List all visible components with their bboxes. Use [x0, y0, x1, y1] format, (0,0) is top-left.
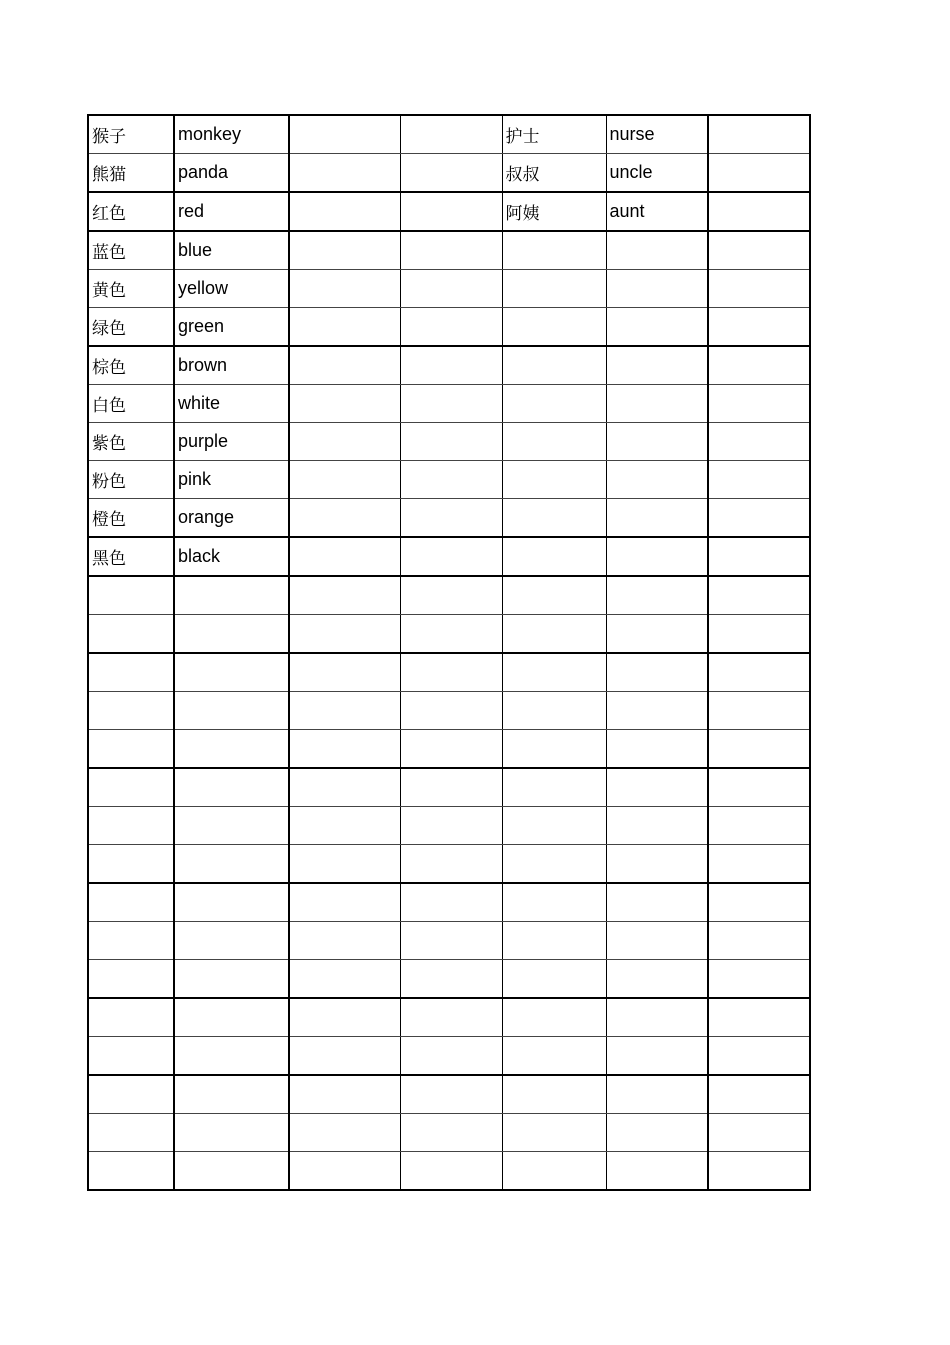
table-cell — [88, 883, 174, 922]
table-cell — [708, 960, 810, 999]
table-cell — [400, 499, 502, 538]
table-cell — [174, 998, 289, 1037]
table-cell — [88, 692, 174, 730]
table-cell: aunt — [606, 192, 708, 231]
table-cell: monkey — [174, 115, 289, 154]
table-cell — [289, 692, 400, 730]
table-cell: 棕色 — [88, 346, 174, 385]
table-row — [88, 537, 810, 576]
table-cell: 叔叔 — [502, 154, 606, 193]
table-cell: red — [174, 192, 289, 231]
table-row — [88, 192, 810, 231]
table-cell — [708, 461, 810, 499]
table-cell — [708, 154, 810, 193]
table-cell — [502, 998, 606, 1037]
table-cell — [289, 346, 400, 385]
table-row — [88, 998, 810, 1037]
table-cell — [400, 1037, 502, 1076]
table-row — [88, 308, 810, 347]
table-cell — [400, 998, 502, 1037]
table-row — [88, 845, 810, 884]
table-cell — [708, 1114, 810, 1152]
table-cell — [289, 385, 400, 423]
table-cell — [708, 922, 810, 960]
table-row — [88, 768, 810, 807]
table-cell — [400, 883, 502, 922]
table-cell — [174, 807, 289, 845]
table-cell — [502, 461, 606, 499]
table-cell — [289, 883, 400, 922]
table-cell — [174, 922, 289, 960]
table-cell — [708, 730, 810, 769]
table-cell — [606, 499, 708, 538]
table-cell: white — [174, 385, 289, 423]
table-cell: 护士 — [502, 115, 606, 154]
table-row — [88, 346, 810, 385]
table-cell: uncle — [606, 154, 708, 193]
table-cell — [400, 461, 502, 499]
table-cell — [708, 1037, 810, 1076]
table-cell — [708, 615, 810, 654]
table-cell: 猴子 — [88, 115, 174, 154]
table-cell: 阿姨 — [502, 192, 606, 231]
table-cell: 紫色 — [88, 423, 174, 461]
table-cell — [502, 499, 606, 538]
table-row — [88, 115, 810, 154]
table-cell — [289, 1075, 400, 1114]
table-row — [88, 461, 810, 499]
table-cell — [606, 1114, 708, 1152]
table-cell — [708, 692, 810, 730]
table-cell — [400, 692, 502, 730]
table-cell — [289, 461, 400, 499]
table-cell — [289, 768, 400, 807]
table-cell — [88, 1075, 174, 1114]
table-cell — [400, 154, 502, 193]
table-cell — [708, 231, 810, 270]
table-cell — [502, 1114, 606, 1152]
table-cell — [174, 845, 289, 884]
table-row — [88, 1152, 810, 1191]
table-cell — [289, 960, 400, 999]
table-cell — [400, 231, 502, 270]
table-cell — [289, 537, 400, 576]
table-cell — [502, 1152, 606, 1191]
table-cell — [400, 270, 502, 308]
table-cell: 粉色 — [88, 461, 174, 499]
table-cell: 红色 — [88, 192, 174, 231]
table-cell: 熊猫 — [88, 154, 174, 193]
table-cell — [400, 807, 502, 845]
table-cell: nurse — [606, 115, 708, 154]
table-cell — [174, 730, 289, 769]
table-cell — [400, 845, 502, 884]
table-cell — [289, 192, 400, 231]
table-cell — [400, 960, 502, 999]
table-cell — [88, 1152, 174, 1191]
table-cell — [606, 922, 708, 960]
table-cell — [174, 1075, 289, 1114]
table-cell: 橙色 — [88, 499, 174, 538]
table-cell — [502, 960, 606, 999]
table-cell — [606, 998, 708, 1037]
table-row — [88, 1114, 810, 1152]
table-cell: yellow — [174, 270, 289, 308]
table-cell — [289, 922, 400, 960]
table-cell: pink — [174, 461, 289, 499]
table-cell: blue — [174, 231, 289, 270]
table-row — [88, 231, 810, 270]
table-cell — [708, 346, 810, 385]
table-cell — [174, 1114, 289, 1152]
table-cell — [606, 845, 708, 884]
table-cell — [174, 615, 289, 654]
table-cell: orange — [174, 499, 289, 538]
table-cell — [289, 1037, 400, 1076]
table-cell — [88, 922, 174, 960]
table-cell — [88, 730, 174, 769]
table-cell: black — [174, 537, 289, 576]
table-cell — [88, 768, 174, 807]
table-cell — [606, 461, 708, 499]
table-cell — [502, 730, 606, 769]
table-cell — [708, 385, 810, 423]
table-cell — [289, 499, 400, 538]
table-cell — [708, 115, 810, 154]
table-cell — [606, 730, 708, 769]
table-row — [88, 1075, 810, 1114]
table-cell — [289, 730, 400, 769]
table-cell — [289, 423, 400, 461]
table-cell — [708, 1075, 810, 1114]
table-cell — [502, 768, 606, 807]
table-cell — [708, 423, 810, 461]
table-row — [88, 960, 810, 999]
table-cell — [289, 308, 400, 347]
table-cell — [606, 960, 708, 999]
table-cell — [606, 231, 708, 270]
table-cell — [400, 1114, 502, 1152]
table-cell — [606, 1037, 708, 1076]
table-cell — [88, 576, 174, 615]
table-cell — [400, 308, 502, 347]
table-cell — [400, 576, 502, 615]
table-cell — [88, 1114, 174, 1152]
table-cell — [708, 499, 810, 538]
table-cell — [400, 922, 502, 960]
table-cell — [88, 960, 174, 999]
table-cell — [400, 192, 502, 231]
table-cell — [174, 1152, 289, 1191]
table-cell — [174, 960, 289, 999]
table-cell — [606, 807, 708, 845]
table-cell — [502, 537, 606, 576]
table-cell — [708, 308, 810, 347]
table-cell — [400, 346, 502, 385]
table-cell — [400, 615, 502, 654]
table-row — [88, 499, 810, 538]
table-row — [88, 576, 810, 615]
table-cell: 黄色 — [88, 270, 174, 308]
table-cell — [289, 998, 400, 1037]
table-cell — [88, 845, 174, 884]
table-cell — [606, 308, 708, 347]
table-cell: 黑色 — [88, 537, 174, 576]
table-row — [88, 883, 810, 922]
table-row — [88, 1037, 810, 1076]
table-cell — [174, 883, 289, 922]
table-cell — [502, 1075, 606, 1114]
table-cell — [289, 231, 400, 270]
table-cell — [502, 231, 606, 270]
table-cell — [502, 692, 606, 730]
table-row — [88, 692, 810, 730]
table-cell: panda — [174, 154, 289, 193]
table-cell — [400, 768, 502, 807]
table-cell — [502, 1037, 606, 1076]
table-cell — [174, 1037, 289, 1076]
table-cell — [289, 845, 400, 884]
table-cell — [400, 385, 502, 423]
table-cell: 白色 — [88, 385, 174, 423]
table-cell — [502, 922, 606, 960]
table-cell: green — [174, 308, 289, 347]
table-cell — [606, 270, 708, 308]
table-cell — [174, 653, 289, 692]
table-cell — [708, 653, 810, 692]
table-cell: 绿色 — [88, 308, 174, 347]
table-cell — [606, 1152, 708, 1191]
table-cell — [708, 768, 810, 807]
table-cell — [606, 423, 708, 461]
table-cell — [400, 423, 502, 461]
table-row — [88, 615, 810, 654]
table-cell — [88, 807, 174, 845]
table-cell — [400, 1152, 502, 1191]
table-cell — [708, 192, 810, 231]
table-cell — [502, 308, 606, 347]
table-cell — [606, 385, 708, 423]
table-row — [88, 270, 810, 308]
table-cell — [502, 346, 606, 385]
table-row — [88, 730, 810, 769]
table-cell — [502, 653, 606, 692]
table-cell: purple — [174, 423, 289, 461]
table-cell — [502, 576, 606, 615]
table-cell — [502, 883, 606, 922]
table-cell — [708, 807, 810, 845]
table-row — [88, 653, 810, 692]
table-cell — [708, 270, 810, 308]
table-cell — [606, 615, 708, 654]
table-cell — [606, 653, 708, 692]
table-row — [88, 423, 810, 461]
table-cell — [502, 845, 606, 884]
table-cell — [708, 998, 810, 1037]
table-cell — [289, 154, 400, 193]
table-cell — [289, 615, 400, 654]
table-cell — [289, 576, 400, 615]
table-body — [88, 115, 810, 1190]
table-cell — [289, 807, 400, 845]
table-cell — [708, 537, 810, 576]
table-row — [88, 807, 810, 845]
table-cell — [88, 1037, 174, 1076]
table-cell — [400, 1075, 502, 1114]
table-cell — [606, 692, 708, 730]
table-cell — [289, 653, 400, 692]
table-cell — [708, 883, 810, 922]
table-cell — [174, 692, 289, 730]
table-cell — [708, 1152, 810, 1191]
table-cell — [88, 653, 174, 692]
table-cell — [502, 270, 606, 308]
table-cell — [289, 270, 400, 308]
table-cell: 蓝色 — [88, 231, 174, 270]
table-cell — [502, 423, 606, 461]
table-cell — [502, 385, 606, 423]
table-cell — [606, 1075, 708, 1114]
table-row — [88, 385, 810, 423]
table-row — [88, 922, 810, 960]
table-cell — [708, 576, 810, 615]
table-cell — [606, 346, 708, 385]
table-cell — [88, 998, 174, 1037]
table-cell — [289, 1114, 400, 1152]
table-cell — [289, 1152, 400, 1191]
table-cell — [174, 768, 289, 807]
table-cell — [606, 883, 708, 922]
table-cell — [502, 807, 606, 845]
table-cell — [606, 576, 708, 615]
vocabulary-table — [87, 114, 811, 1191]
table-cell — [400, 115, 502, 154]
table-cell — [400, 537, 502, 576]
table-cell — [606, 768, 708, 807]
table-cell — [606, 537, 708, 576]
table-cell — [400, 653, 502, 692]
table-cell — [88, 615, 174, 654]
table-cell — [174, 576, 289, 615]
table-row — [88, 154, 810, 193]
table-cell — [502, 615, 606, 654]
table-cell: brown — [174, 346, 289, 385]
table-cell — [708, 845, 810, 884]
table-cell — [400, 730, 502, 769]
table-cell — [289, 115, 400, 154]
